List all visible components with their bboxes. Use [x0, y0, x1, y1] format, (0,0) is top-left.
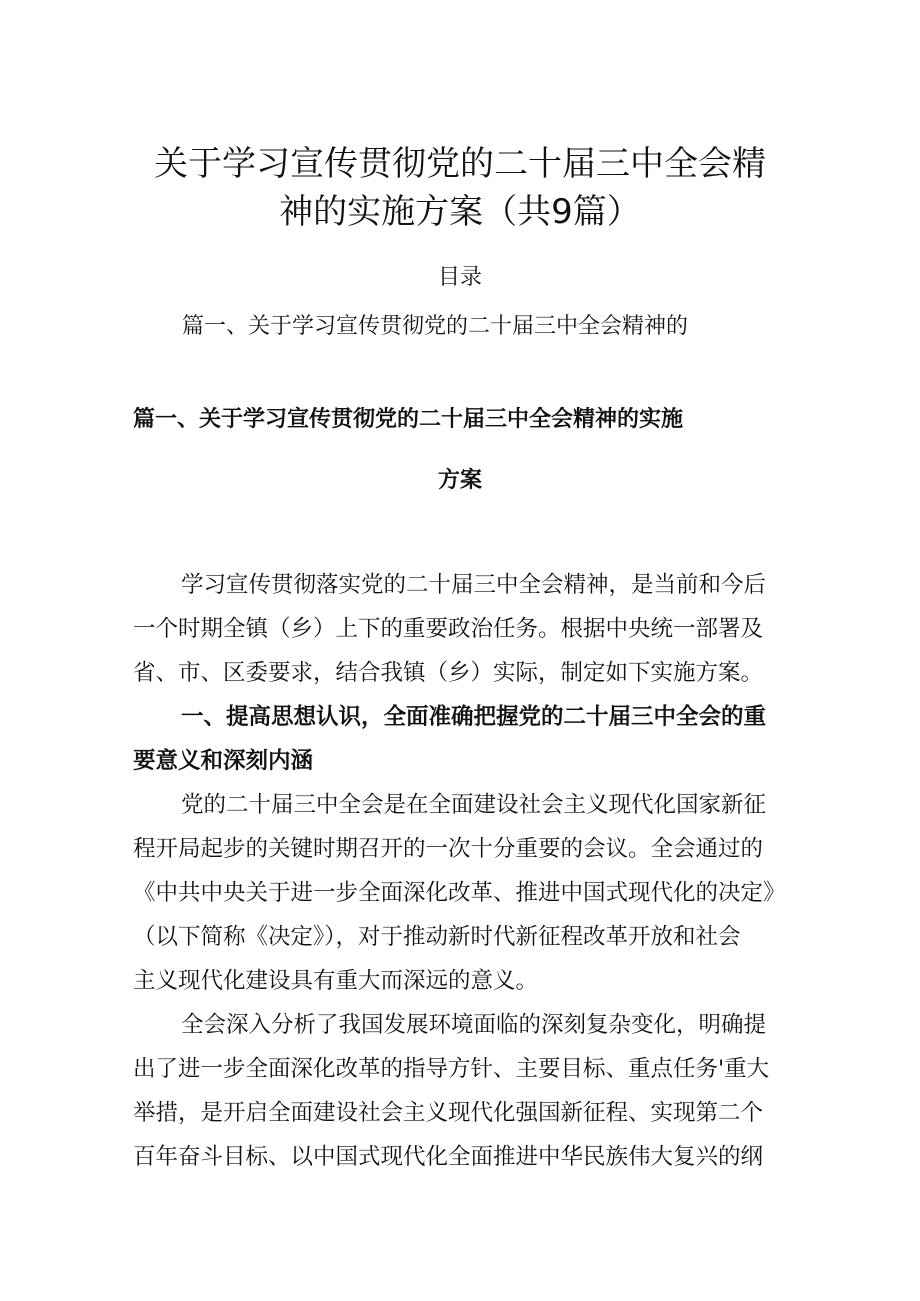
subheading-line: 一、提高思想认识，全面准确把握党的二十届三中全会的重 — [181, 704, 767, 730]
document-title-line-1: 关于学习宣传贯彻党的二十届三中全会精 — [154, 144, 766, 184]
body-line: 程开局起步的关键时期召开的一次十分重要的会议。全会通过的 — [133, 836, 764, 862]
body-line: 《中共中央关于进一步全面深化改革、推进中国式现代化的决定》 — [133, 880, 786, 906]
body-line: （以下简称《决定》），对于推动新时代新征程改革开放和社会 — [133, 924, 741, 950]
body-line: 出了进一步全面深化改革的指导方针、主要目标、重点任务'重大 — [133, 1056, 770, 1082]
toc-item[interactable]: 篇一、关于学习宣传贯彻党的二十届三中全会精神的 — [182, 314, 689, 339]
body-line: 主义现代化建设具有重大而深远的意义。 — [133, 968, 539, 994]
section-heading-line-1: 篇一、关于学习宣传贯彻党的二十届三中全会精神的实施 — [133, 407, 684, 432]
body-line: 百年奋斗目标、以中国式现代化全面推进中华民族伟大复兴的纲 — [133, 1144, 764, 1170]
toc-heading: 目录 — [437, 265, 482, 290]
body-line: 党的二十届三中全会是在全面建设社会主义现代化国家新征 — [181, 792, 767, 818]
body-line: 一个时期全镇（乡）上下的重要政治任务。根据中央统一部署及 — [133, 616, 764, 642]
section-heading-line-2: 方案 — [437, 468, 482, 493]
body-line: 学习宣传贯彻落实党的二十届三中全会精神，是当前和今后 — [181, 572, 767, 598]
subheading-line: 要意义和深刻内涵 — [133, 748, 314, 774]
body-line: 全会深入分析了我国发展环境面临的深刻复杂变化，明确提 — [181, 1012, 767, 1038]
body-line: 举措，是开启全面建设社会主义现代化强国新征程、实现第二个 — [133, 1100, 764, 1126]
body-line: 省、市、区委要求，结合我镇（乡）实际，制定如下实施方案。 — [133, 660, 764, 686]
document-title-line-2: 神的实施方案（共9篇） — [279, 192, 641, 232]
document-title — [130, 140, 790, 236]
body-text — [133, 563, 793, 1179]
